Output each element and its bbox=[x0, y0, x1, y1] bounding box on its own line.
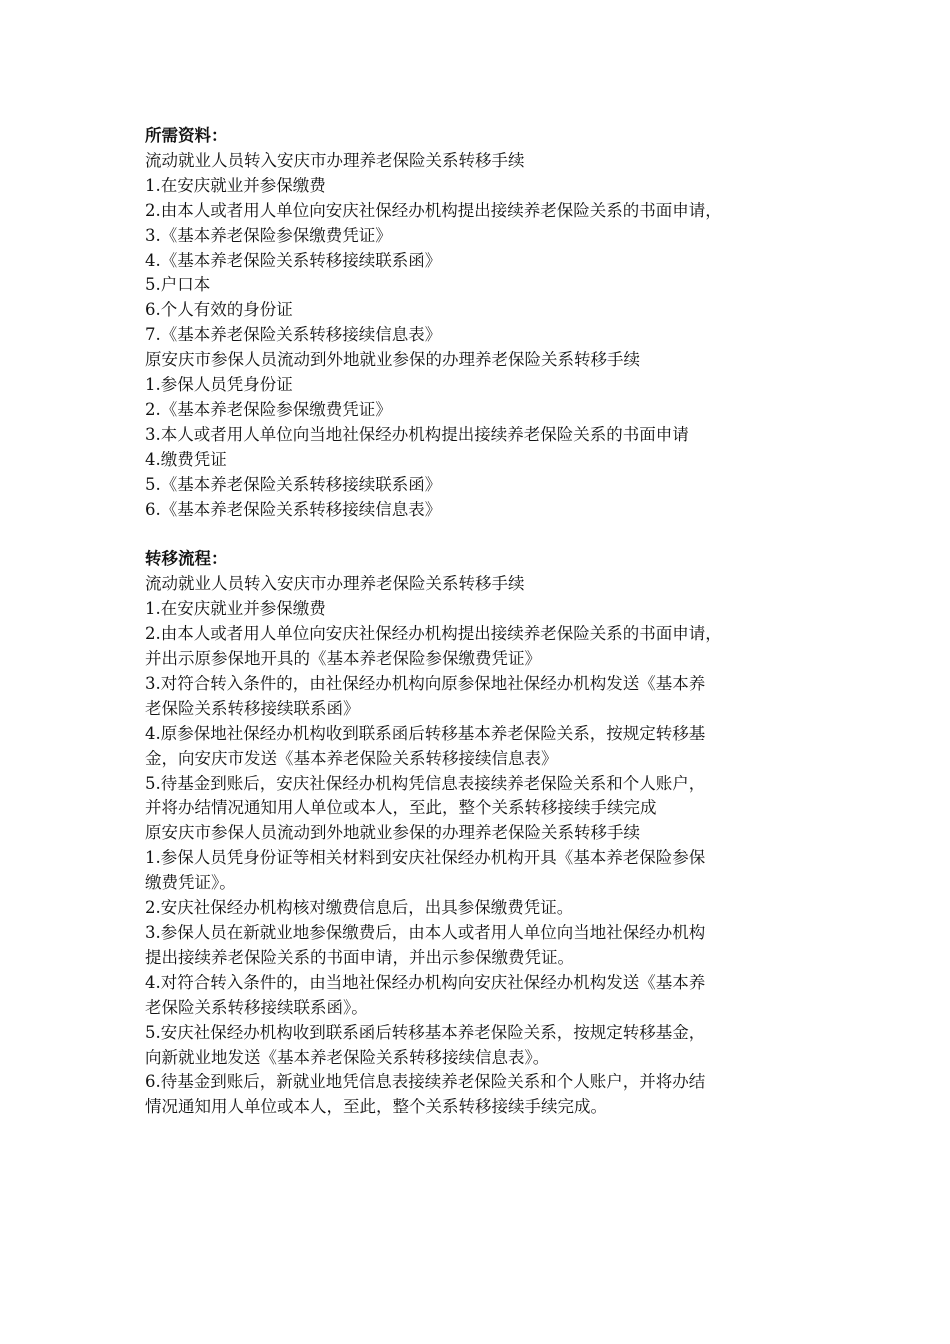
text-line: 流动就业人员转入安庆市办理养老保险关系转移手续 bbox=[145, 150, 525, 170]
paragraph bbox=[145, 1070, 825, 1120]
text-line: 5.安庆社保经办机构收到联系函后转移基本养老保险关系，按规定转移基金， bbox=[145, 1022, 706, 1042]
text-line: 1.在安庆就业并参保缴费 bbox=[145, 175, 326, 195]
section-heading-process: 转移流程： bbox=[145, 549, 228, 569]
text-line: 2.由本人或者用人单位向安庆社保经办机构提出接续养老保险关系的书面申请， bbox=[145, 200, 722, 220]
process-list bbox=[145, 572, 825, 1120]
text-line: 1.在安庆就业并参保缴费 bbox=[145, 599, 326, 619]
paragraph bbox=[145, 1021, 825, 1071]
text-line: 4.缴费凭证 bbox=[145, 449, 227, 469]
text-line: 3.对符合转入条件的，由社保经办机构向原参保地社保经办机构发送《基本养 bbox=[145, 673, 706, 693]
text-line: 2.安庆社保经办机构核对缴费信息后，出具参保缴费凭证。 bbox=[145, 898, 574, 918]
text-line: 向新就业地发送《基本养老保险关系转移接续信息表》。 bbox=[145, 1047, 550, 1067]
paragraph bbox=[145, 772, 825, 822]
text-line: 4.《基本养老保险关系转移接续联系函》 bbox=[145, 250, 442, 270]
text-line: 原安庆市参保人员流动到外地就业参保的办理养老保险关系转移手续 bbox=[145, 823, 640, 843]
paragraph bbox=[145, 896, 825, 921]
text-line: 6.待基金到账后，新就业地凭信息表接续养老保险关系和个人账户，并将办结 bbox=[145, 1072, 706, 1092]
text-line: 老保险关系转移接续联系函》。 bbox=[145, 997, 368, 1017]
text-line: 流动就业人员转入安庆市办理养老保险关系转移手续 bbox=[145, 574, 525, 594]
paragraph bbox=[145, 821, 825, 846]
text-line: 4.对符合转入条件的，由当地社保经办机构向安庆社保经办机构发送《基本养 bbox=[145, 972, 706, 992]
text-line: 6.个人有效的身份证 bbox=[145, 300, 293, 320]
paragraph bbox=[145, 971, 825, 1021]
text-line: 并将办结情况通知用人单位或本人，至此，整个关系转移接续手续完成 bbox=[145, 798, 657, 818]
text-line: 3.《基本养老保险参保缴费凭证》 bbox=[145, 225, 392, 245]
paragraph bbox=[145, 622, 825, 672]
paragraph bbox=[145, 846, 825, 896]
text-line: 金，向安庆市发送《基本养老保险关系转移接续信息表》 bbox=[145, 748, 558, 768]
text-line: 2.《基本养老保险参保缴费凭证》 bbox=[145, 399, 392, 419]
text-line: 5.待基金到账后，安庆社保经办机构凭信息表接续养老保险关系和个人账户， bbox=[145, 773, 706, 793]
paragraph bbox=[145, 597, 825, 622]
materials-list bbox=[145, 149, 825, 523]
text-line: 并出示原参保地开具的《基本养老保险参保缴费凭证》 bbox=[145, 649, 541, 669]
paragraph bbox=[145, 672, 825, 722]
text-line: 5.户口本 bbox=[145, 275, 211, 295]
section-spacer bbox=[145, 523, 825, 548]
text-line: 3.本人或者用人单位向当地社保经办机构提出接续养老保险关系的书面申请 bbox=[145, 424, 689, 444]
text-line: 提出接续养老保险关系的书面申请，并出示参保缴费凭证。 bbox=[145, 947, 574, 967]
text-line: 老保险关系转移接续联系函》 bbox=[145, 698, 360, 718]
text-line: 4.原参保地社保经办机构收到联系函后转移基本养老保险关系，按规定转移基 bbox=[145, 723, 706, 743]
text-line: 2.由本人或者用人单位向安庆社保经办机构提出接续养老保险关系的书面申请， bbox=[145, 624, 722, 644]
text-line: 缴费凭证》。 bbox=[145, 873, 236, 893]
paragraph bbox=[145, 722, 825, 772]
text-line: 7.《基本养老保险关系转移接续信息表》 bbox=[145, 325, 442, 345]
text-line: 原安庆市参保人员流动到外地就业参保的办理养老保险关系转移手续 bbox=[145, 350, 640, 370]
text-line: 6.《基本养老保险关系转移接续信息表》 bbox=[145, 499, 442, 519]
paragraph bbox=[145, 921, 825, 971]
text-line: 情况通知用人单位或本人，至此，整个关系转移接续手续完成。 bbox=[145, 1097, 607, 1117]
text-line: 5.《基本养老保险关系转移接续联系函》 bbox=[145, 474, 442, 494]
document-content bbox=[145, 124, 825, 1120]
text-line: 3.参保人员在新就业地参保缴费后，由本人或者用人单位向当地社保经办机构 bbox=[145, 922, 706, 942]
text-line: 1.参保人员凭身份证 bbox=[145, 375, 293, 395]
section-heading-materials: 所需资料： bbox=[145, 126, 228, 145]
text-line: 1.参保人员凭身份证等相关材料到安庆社保经办机构开具《基本养老保险参保 bbox=[145, 848, 706, 868]
paragraph bbox=[145, 572, 825, 597]
